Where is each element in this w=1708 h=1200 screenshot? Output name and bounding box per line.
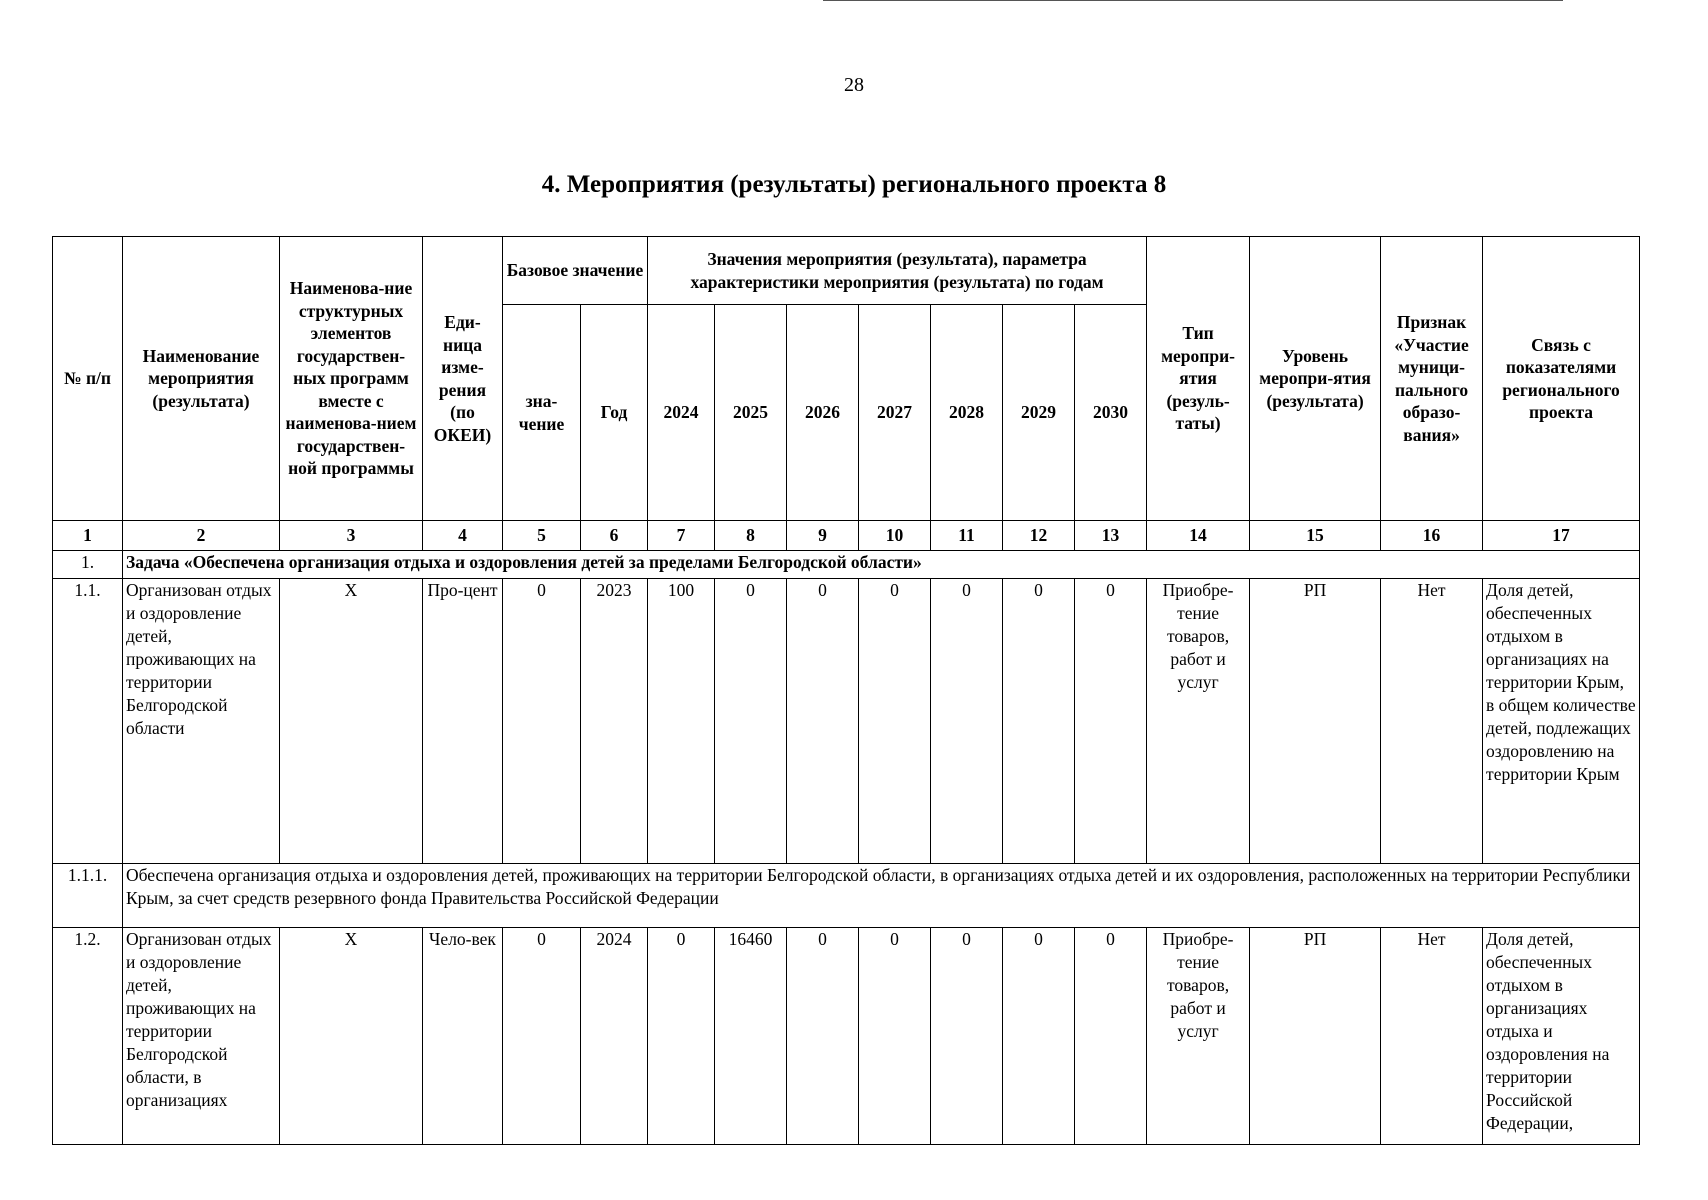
header-year: 2029 [1003, 305, 1075, 521]
row-value: 16460 [715, 928, 787, 1145]
task-text: Задача «Обеспечена организация отдыха и оздоровления детей за пределами Белгородской области» [123, 551, 1640, 579]
row-value: 0 [787, 928, 859, 1145]
note-text: Обеспечена организация отдыха и оздоровления детей, проживающих на территории Белгородской области, в организациях отдыха детей и их оздоровления, расположенных на территории Республики Крым, за счет средств резервного фонда Правительства Российской Федерации [123, 864, 1640, 928]
row-value: 0 [931, 928, 1003, 1145]
header-base-group: Базовое значение [503, 237, 648, 305]
top-edge-line [823, 0, 1563, 1]
row-num: 1.2. [53, 928, 123, 1145]
header-values-group: Значения мероприятия (результата), параметра характеристики мероприятия (результата) по годам [648, 237, 1147, 305]
column-number: 16 [1381, 521, 1483, 551]
column-number: 6 [581, 521, 648, 551]
row-num: 1.1. [53, 579, 123, 864]
header-unit: Еди-ница изме-рения (по ОКЕИ) [423, 237, 503, 521]
row-value: 0 [1003, 579, 1075, 864]
row-value: 0 [859, 579, 931, 864]
row-level: РП [1250, 928, 1381, 1145]
column-number: 12 [1003, 521, 1075, 551]
column-number: 9 [787, 521, 859, 551]
row-link: Доля детей, обеспеченных отдыхом в организациях на территории Крым, в общем количестве детей, подлежащих оздоровлению на территории Крым [1483, 579, 1640, 864]
column-number-row [53, 521, 1640, 551]
table-row [53, 928, 1640, 1145]
header-num: № п/п [53, 237, 123, 521]
header-year: 2024 [648, 305, 715, 521]
column-number: 7 [648, 521, 715, 551]
row-municipal: Нет [1381, 928, 1483, 1145]
column-number: 14 [1147, 521, 1250, 551]
column-number: 11 [931, 521, 1003, 551]
column-number: 17 [1483, 521, 1640, 551]
column-number: 5 [503, 521, 581, 551]
row-value: 0 [1003, 928, 1075, 1145]
row-base-year: 2024 [581, 928, 648, 1145]
row-structural: Х [280, 579, 423, 864]
row-link: Доля детей, обеспеченных отдыхом в организациях отдыха и оздоровления на территории Российской Федерации, [1483, 928, 1640, 1145]
row-value: 100 [648, 579, 715, 864]
row-value: 0 [931, 579, 1003, 864]
task-row [53, 551, 1640, 579]
row-name: Организован отдых и оздоровление детей, проживающих на территории Белгородской области [123, 579, 280, 864]
column-number: 15 [1250, 521, 1381, 551]
column-number: 10 [859, 521, 931, 551]
header-year: 2030 [1075, 305, 1147, 521]
row-value: 0 [715, 579, 787, 864]
row-value: 0 [1075, 579, 1147, 864]
note-num: 1.1.1. [53, 864, 123, 928]
header-link: Связь с показателями регионального проекта [1483, 237, 1640, 521]
table-row [53, 579, 1640, 864]
row-level: РП [1250, 579, 1381, 864]
row-value: 0 [1075, 928, 1147, 1145]
column-number: 1 [53, 521, 123, 551]
page-number: 28 [844, 74, 864, 96]
header-type: Тип меропри-ятия (резуль-таты) [1147, 237, 1250, 521]
column-number: 8 [715, 521, 787, 551]
row-unit: Про-цент [423, 579, 503, 864]
header-structural: Наименова-ние структурных элементов государствен-ных программ вместе с наименова-нием государствен-ной программы [280, 237, 423, 521]
table-header [53, 237, 1640, 521]
row-municipal: Нет [1381, 579, 1483, 864]
row-base-value: 0 [503, 928, 581, 1145]
header-year: 2028 [931, 305, 1003, 521]
row-value: 0 [648, 928, 715, 1145]
header-year: 2027 [859, 305, 931, 521]
header-year: 2026 [787, 305, 859, 521]
row-value: 0 [787, 579, 859, 864]
row-value: 0 [859, 928, 931, 1145]
row-type: Приобре-тение товаров, работ и услуг [1147, 579, 1250, 864]
page-title: 4. Мероприятия (результаты) регионального проекта 8 [541, 171, 1167, 198]
row-base-year: 2023 [581, 579, 648, 864]
column-number: 4 [423, 521, 503, 551]
row-name: Организован отдых и оздоровление детей, проживающих на территории Белгородской области, в организациях [123, 928, 280, 1145]
header-municipal: Признак «Участие муници-пального образо-вания» [1381, 237, 1483, 521]
header-name: Наименование мероприятия (результата) [123, 237, 280, 521]
header-base-year: Год [581, 305, 648, 521]
row-base-value: 0 [503, 579, 581, 864]
note-row [53, 864, 1640, 928]
events-table [52, 236, 1640, 1145]
header-level: Уровень меропри-ятия (результата) [1250, 237, 1381, 521]
row-type: Приобре-тение товаров, работ и услуг [1147, 928, 1250, 1145]
column-number: 3 [280, 521, 423, 551]
row-unit: Чело-век [423, 928, 503, 1145]
column-number: 2 [123, 521, 280, 551]
column-number: 13 [1075, 521, 1147, 551]
task-num: 1. [53, 551, 123, 579]
header-year: 2025 [715, 305, 787, 521]
row-structural: Х [280, 928, 423, 1145]
header-base-value: зна-чение [503, 305, 581, 521]
